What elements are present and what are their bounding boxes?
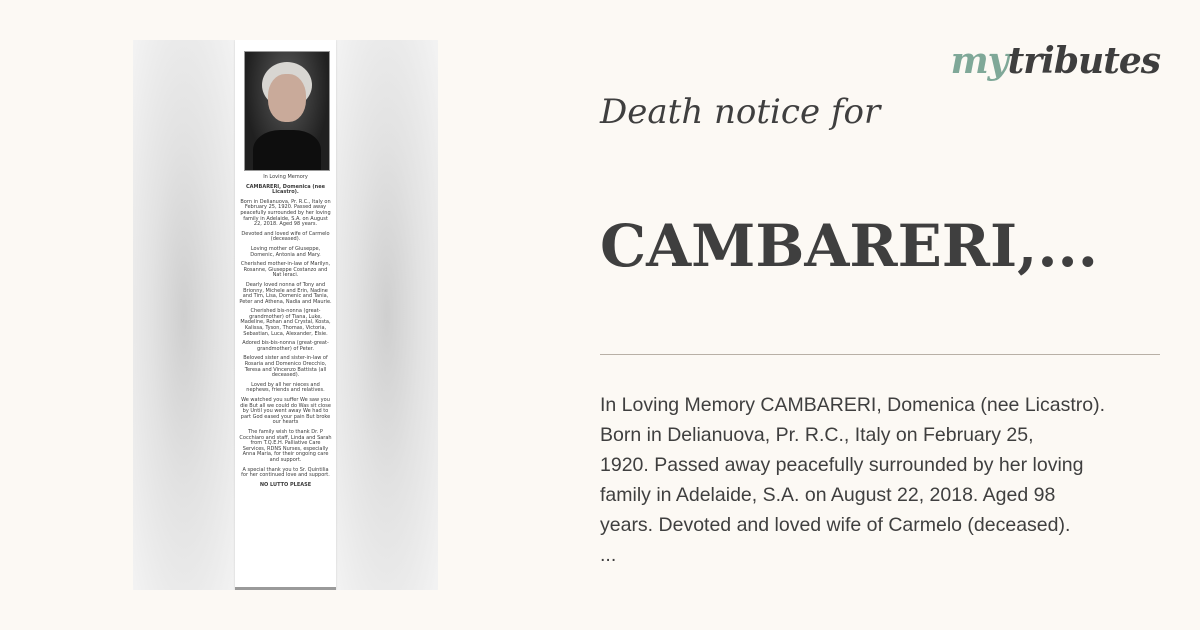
notice-paragraph: Beloved sister and sister-in-law of Rosaria and Domenico Orecchio, Teresa and Vincenzo Battista (all deceased). bbox=[243, 355, 328, 379]
notice-text bbox=[239, 175, 332, 492]
excerpt-line: ... bbox=[600, 544, 617, 566]
excerpt-line: In Loving Memory CAMBARERI, Domenica (nee Licastro). bbox=[600, 394, 1106, 416]
death-notice-image bbox=[133, 40, 438, 590]
notice-paper bbox=[235, 40, 336, 590]
mytributes-logo[interactable] bbox=[951, 40, 1160, 82]
notice-paragraph: Adored bis-bis-nonna (great-great-grandmother) of Peter. bbox=[242, 340, 329, 352]
notice-blur-right bbox=[336, 40, 438, 590]
notice-bottom-rule bbox=[235, 587, 336, 590]
notice-paragraph: The family wish to thank Dr. P Cocchiaro and staff, Linda and Sarah from T.Q.E.H. Palliative Care Services, RDNS Nurses, especially Anna Maria, for their ongoing care and support. bbox=[239, 428, 332, 463]
notice-paragraph: Devoted and loved wife of Carmelo (deceased). bbox=[241, 230, 330, 243]
notice-excerpt bbox=[600, 390, 1160, 570]
notice-paragraph: A special thank you to Sr. Quintilia for her continued love and support. bbox=[241, 466, 330, 479]
notice-paragraph: We watched you suffer We saw you die But all we could do Was sit close by Until you went away We had to part God eased your pain But broke our hearts bbox=[240, 397, 331, 426]
excerpt-line: 1920. Passed away peacefully surrounded by her loving bbox=[600, 454, 1084, 476]
divider bbox=[600, 354, 1160, 355]
notice-paragraph: Dearly loved nonna of Tony and Brionny, Michele and Erin, Nadine and Tim, Lisa, Domenic and Tania, Peter and Athena, Nadia and Maurie. bbox=[239, 281, 332, 305]
notice-paragraph: CAMBARERI, Domenica (nee Licastro). bbox=[246, 183, 325, 196]
notice-paragraph: NO LUTTO PLEASE bbox=[259, 481, 312, 488]
notice-blur-left bbox=[133, 40, 235, 590]
notice-paragraph: Loving mother of Giuseppe, Domenic, Antonia and Mary. bbox=[250, 245, 321, 258]
logo-my: my bbox=[950, 40, 1008, 82]
excerpt-line: family in Adelaide, S.A. on August 22, 2018. Aged 98 bbox=[600, 484, 1056, 506]
notice-paragraph: Born in Delianuova, Pr. R.C., Italy on February 25, 1920. Passed away peacefully surrounded by her loving family in Adelaide, S.A. on August 22, 2018. Aged 98 years. bbox=[240, 198, 331, 228]
notice-paragraph: In Loving Memory bbox=[263, 174, 308, 180]
excerpt-line: years. Devoted and loved wife of Carmelo (deceased). bbox=[600, 514, 1071, 536]
page-heading: Death notice for bbox=[600, 92, 881, 132]
excerpt-line: Born in Delianuova, Pr. R.C., Italy on February 25, bbox=[600, 424, 1034, 446]
notice-paragraph: Loved by all her nieces and nephews, friends and relatives. bbox=[246, 381, 325, 394]
logo-tributes: tributes bbox=[1007, 40, 1160, 82]
notice-paragraph: Cherished mother-in-law of Marilyn, Rosanne, Giuseppe Costanzo and Nat Ieraci. bbox=[240, 261, 331, 279]
deceased-name: CAMBARERI,... bbox=[600, 212, 1098, 280]
notice-paragraph: Cherished bis-nonna (great-grandmother) of Tiana, Luke, Madeline, Rohan and Crystal, Kosta, Kalissa, Tyson, Thomas, Victoria, Sebastian, Luca, Alexander, Elsie. bbox=[240, 308, 331, 337]
portrait-photo bbox=[244, 51, 330, 171]
